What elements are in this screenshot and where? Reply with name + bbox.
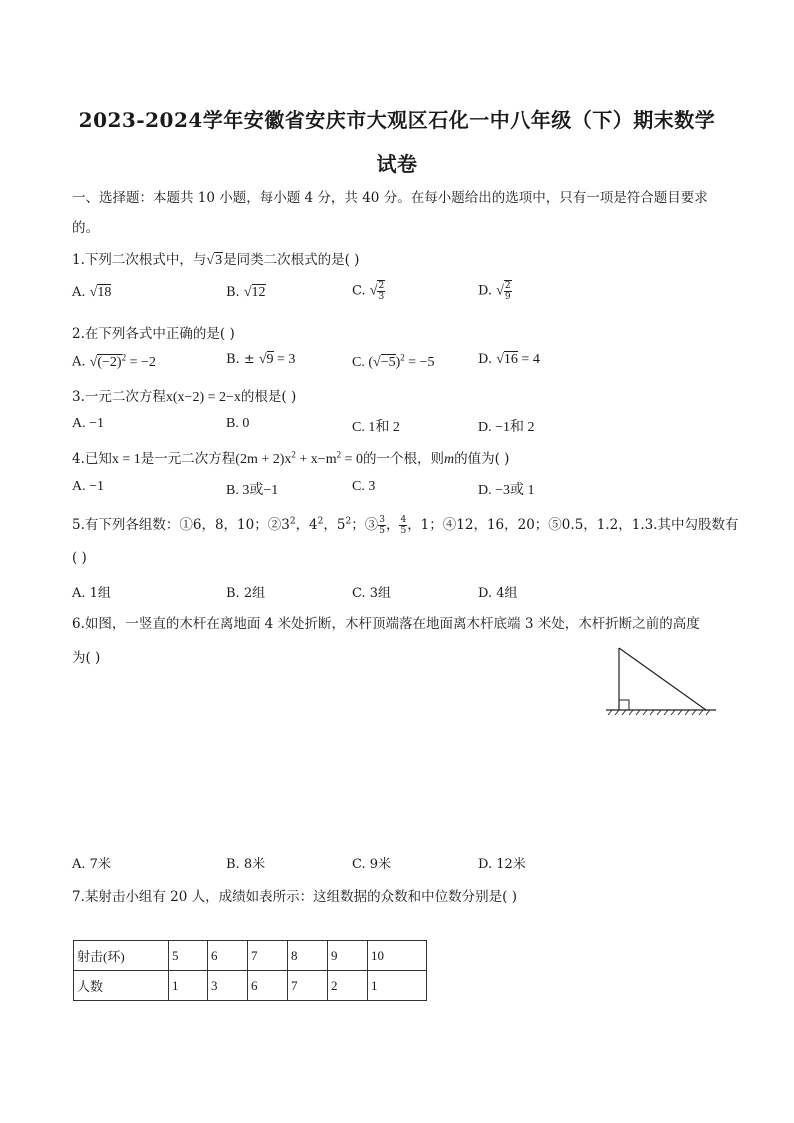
table-cell: 9 [328,941,368,971]
question-1-option-a: A. √18 [72,285,112,300]
question-6-option-a: A. 7米 [72,857,111,872]
question-5-stem-cont: ( ) [72,550,87,566]
broken-pole-triangle-figure [604,644,720,720]
table-cell: 7 [248,941,288,971]
table-cell: 8 [288,941,328,971]
question-5-option-b: B. 2组 [226,586,266,601]
question-4-option-b: B. 3或−1 [226,483,279,498]
question-6-option-d: D. 12米 [478,857,526,872]
question-3-option-d: D. −1和 2 [478,420,535,435]
question-6-option-b: B. 8米 [226,857,266,872]
table-cell: 3 [208,971,248,1001]
question-1-option-b: B. √12 [226,285,266,300]
question-5-stem: 5.有下列各组数：①6，8，10；$②3^2$，$4^2$，$5^2$；③ $\frac{3}{5}$ ， $\frac{4}{5}$ ，1；④12，16，20；⑤0.5，1.2，1.3.其中勾股数有 [72,515,739,536]
question-5-option-c: C. 3组 [352,586,392,601]
question-3-option-b: B. 0 [226,416,250,431]
question-4-stem: 4.已知x = 1是一元二次方程$(2m + 2)x^2 + x-m^2 = 0$的一个根，则m的值为( ) [72,449,510,467]
question-4-option-a: A. −1 [72,479,105,494]
question-4-option-d: D. −3或 1 [478,483,535,498]
question-7-stem: 7.某射击小组有 20 人，成绩如表所示：这组数据的众数和中位数分别是( ) [72,889,517,905]
question-3-stem: 3.一元二次方程x(x−2) = 2−x的根是( ) [72,389,297,405]
question-2-stem: 2.在下列各式中正确的是( ) [72,326,235,342]
question-3-option-c: C. 1和 2 [352,420,400,435]
table-cell: 10 [368,941,427,971]
question-1-stem: 1.下列二次根式中，与√3是同类二次根式的是( ) [72,252,360,268]
question-6-stem-cont: 为( ) [72,650,101,666]
table-row [74,941,427,971]
question-6-option-c: C. 9米 [352,857,392,872]
question-5-option-a: A. 1组 [72,586,111,601]
question-2-option-c: C. $(√-5)^2 = -5$ [352,352,435,370]
question-2-option-b: B. ± √9 = 3 [226,352,296,367]
question-2-option-d: D. √16 = 4 [478,352,540,367]
table-cell: 6 [208,941,248,971]
question-1-option-d: D. √ $\frac{2}{9}$ [478,281,511,302]
table-cell: 射击(环) [74,941,169,971]
exam-title-line2: 试卷 [376,152,418,176]
section1-instructions: 一、选择题：本题共 10 小题，每小题 4 分，共 40 分。在每小题给出的选项中，只有一项是符合题目要求 [72,190,708,206]
shooting-scores-table [73,940,427,1001]
question-1-option-c: C. √ $\frac{2}{3}$ [352,281,385,302]
table-row [74,971,427,1001]
exam-title-line1: 2023-2024学年安徽省安庆市大观区石化一中八年级（下）期末数学 [78,108,716,132]
table-cell: 1 [169,971,208,1001]
table-cell: 2 [328,971,368,1001]
question-4-option-c: C. 3 [352,479,376,494]
table-cell: 人数 [74,971,169,1001]
section1-instructions-cont: 的。 [72,220,99,236]
table-cell: 5 [169,941,208,971]
question-5-option-d: D. 4组 [478,586,518,601]
table-cell: 1 [368,971,427,1001]
question-3-option-a: A. −1 [72,416,105,431]
question-2-option-a: A. $√(-2)^2 = -2$ [72,352,156,370]
table-cell: 7 [288,971,328,1001]
table-cell: 6 [248,971,288,1001]
question-6-stem: 6.如图，一竖直的木杆在离地面 4 米处折断，木杆顶端落在地面离木杆底端 3 米处，木杆折断之前的高度 [72,616,700,632]
